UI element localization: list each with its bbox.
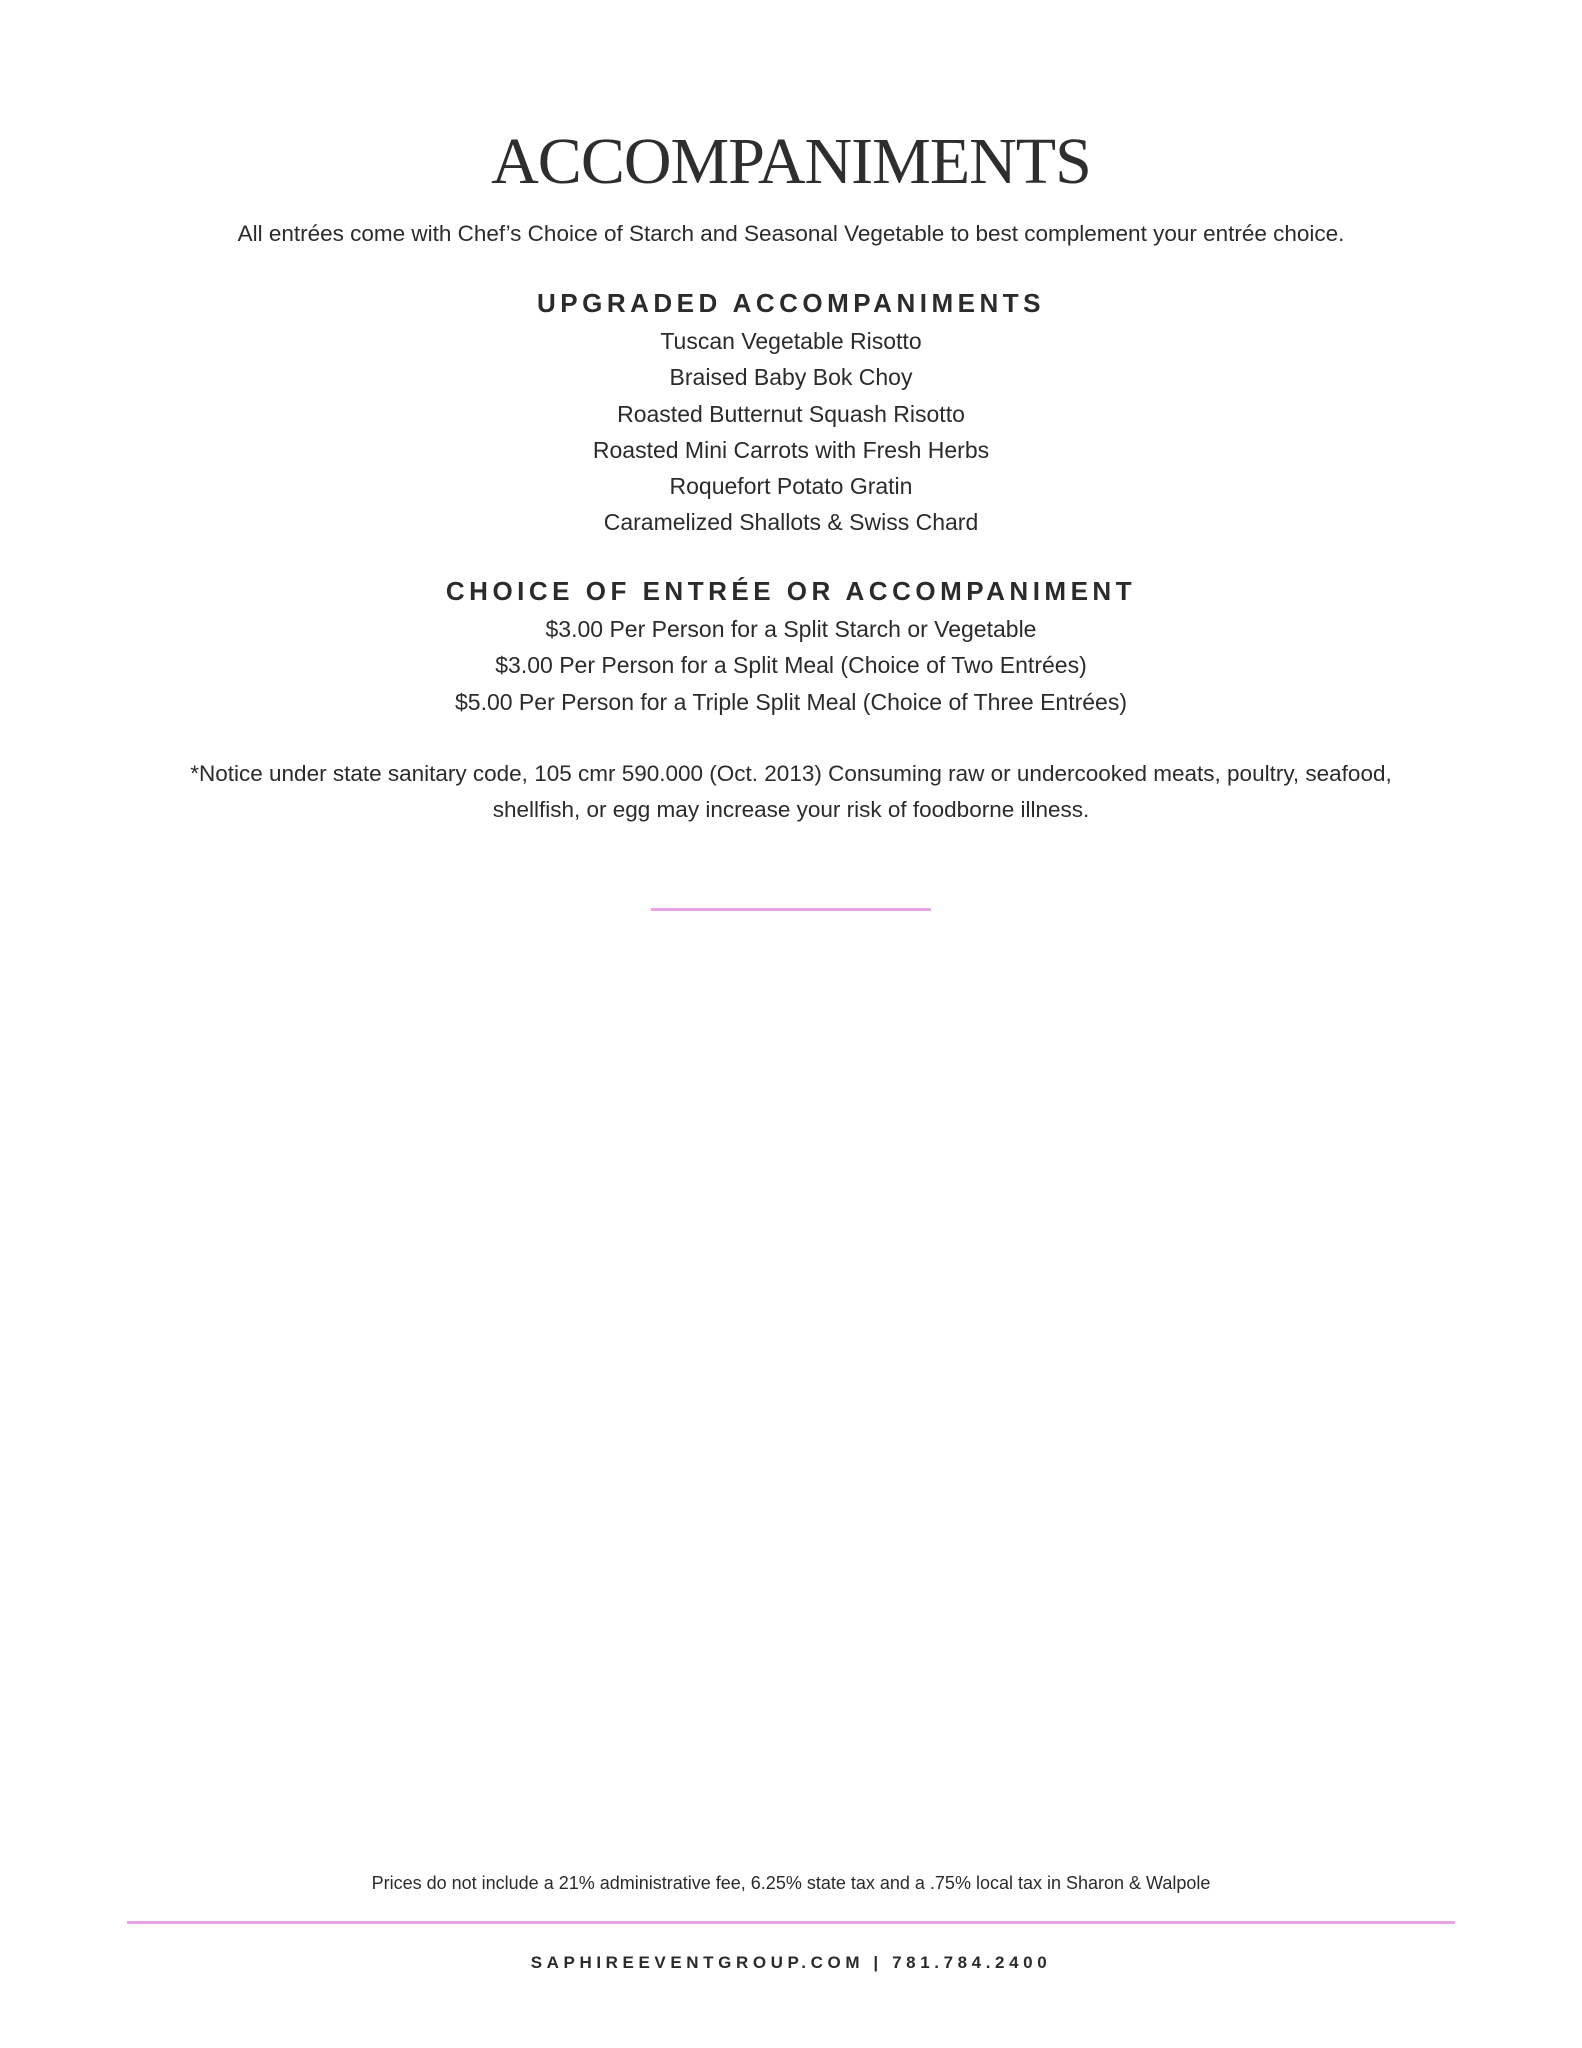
choice-section	[0, 572, 1582, 720]
choice-price-list	[0, 611, 1582, 720]
list-item: Roasted Mini Carrots with Fresh Herbs	[592, 436, 990, 463]
footer-contact: SAPHIREEVENTGROUP.COM | 781.784.2400	[530, 1953, 1052, 1972]
list-item: Roasted Butternut Squash Risotto	[617, 400, 965, 427]
upgraded-accompaniments-heading: UPGRADED ACCOMPANIMENTS	[537, 288, 1045, 318]
notice-line: *Notice under state sanitary code, 105 cmr 590.000 (Oct. 2013) Consuming raw or undercooked meats, poultry, seafood,	[190, 761, 1392, 786]
page-title: ACCOMPANIMENTS	[491, 125, 1091, 198]
list-item: Braised Baby Bok Choy	[669, 364, 913, 391]
list-item: Caramelized Shallots & Swiss Chard	[603, 509, 979, 536]
list-item: Roquefort Potato Gratin	[669, 473, 913, 500]
accent-divider	[651, 908, 931, 911]
upgraded-accompaniments-list	[0, 323, 1582, 541]
list-item: $3.00 Per Person for a Split Meal (Choice of Two Entrées)	[495, 652, 1087, 679]
choice-heading: CHOICE OF ENTRÉE OR ACCOMPANIMENT	[445, 576, 1137, 606]
list-item: Tuscan Vegetable Risotto	[660, 328, 922, 354]
food-safety-notice	[150, 756, 1432, 828]
notice-line: shellfish, or egg may increase your risk of foodborne illness.	[492, 797, 1090, 822]
list-item: $5.00 Per Person for a Triple Split Meal (Choice of Three Entrées)	[454, 688, 1127, 715]
list-item: $3.00 Per Person for a Split Starch or Vegetable	[545, 616, 1037, 642]
footer-divider	[127, 1921, 1455, 1924]
upgraded-accompaniments-section	[0, 284, 1582, 541]
intro-text: All entrées come with Chef’s Choice of Starch and Seasonal Vegetable to best complement your entrée choice.	[237, 221, 1345, 246]
fee-note: Prices do not include a 21% administrative fee, 6.25% state tax and a .75% local tax in Sharon & Walpole	[371, 1873, 1211, 1893]
